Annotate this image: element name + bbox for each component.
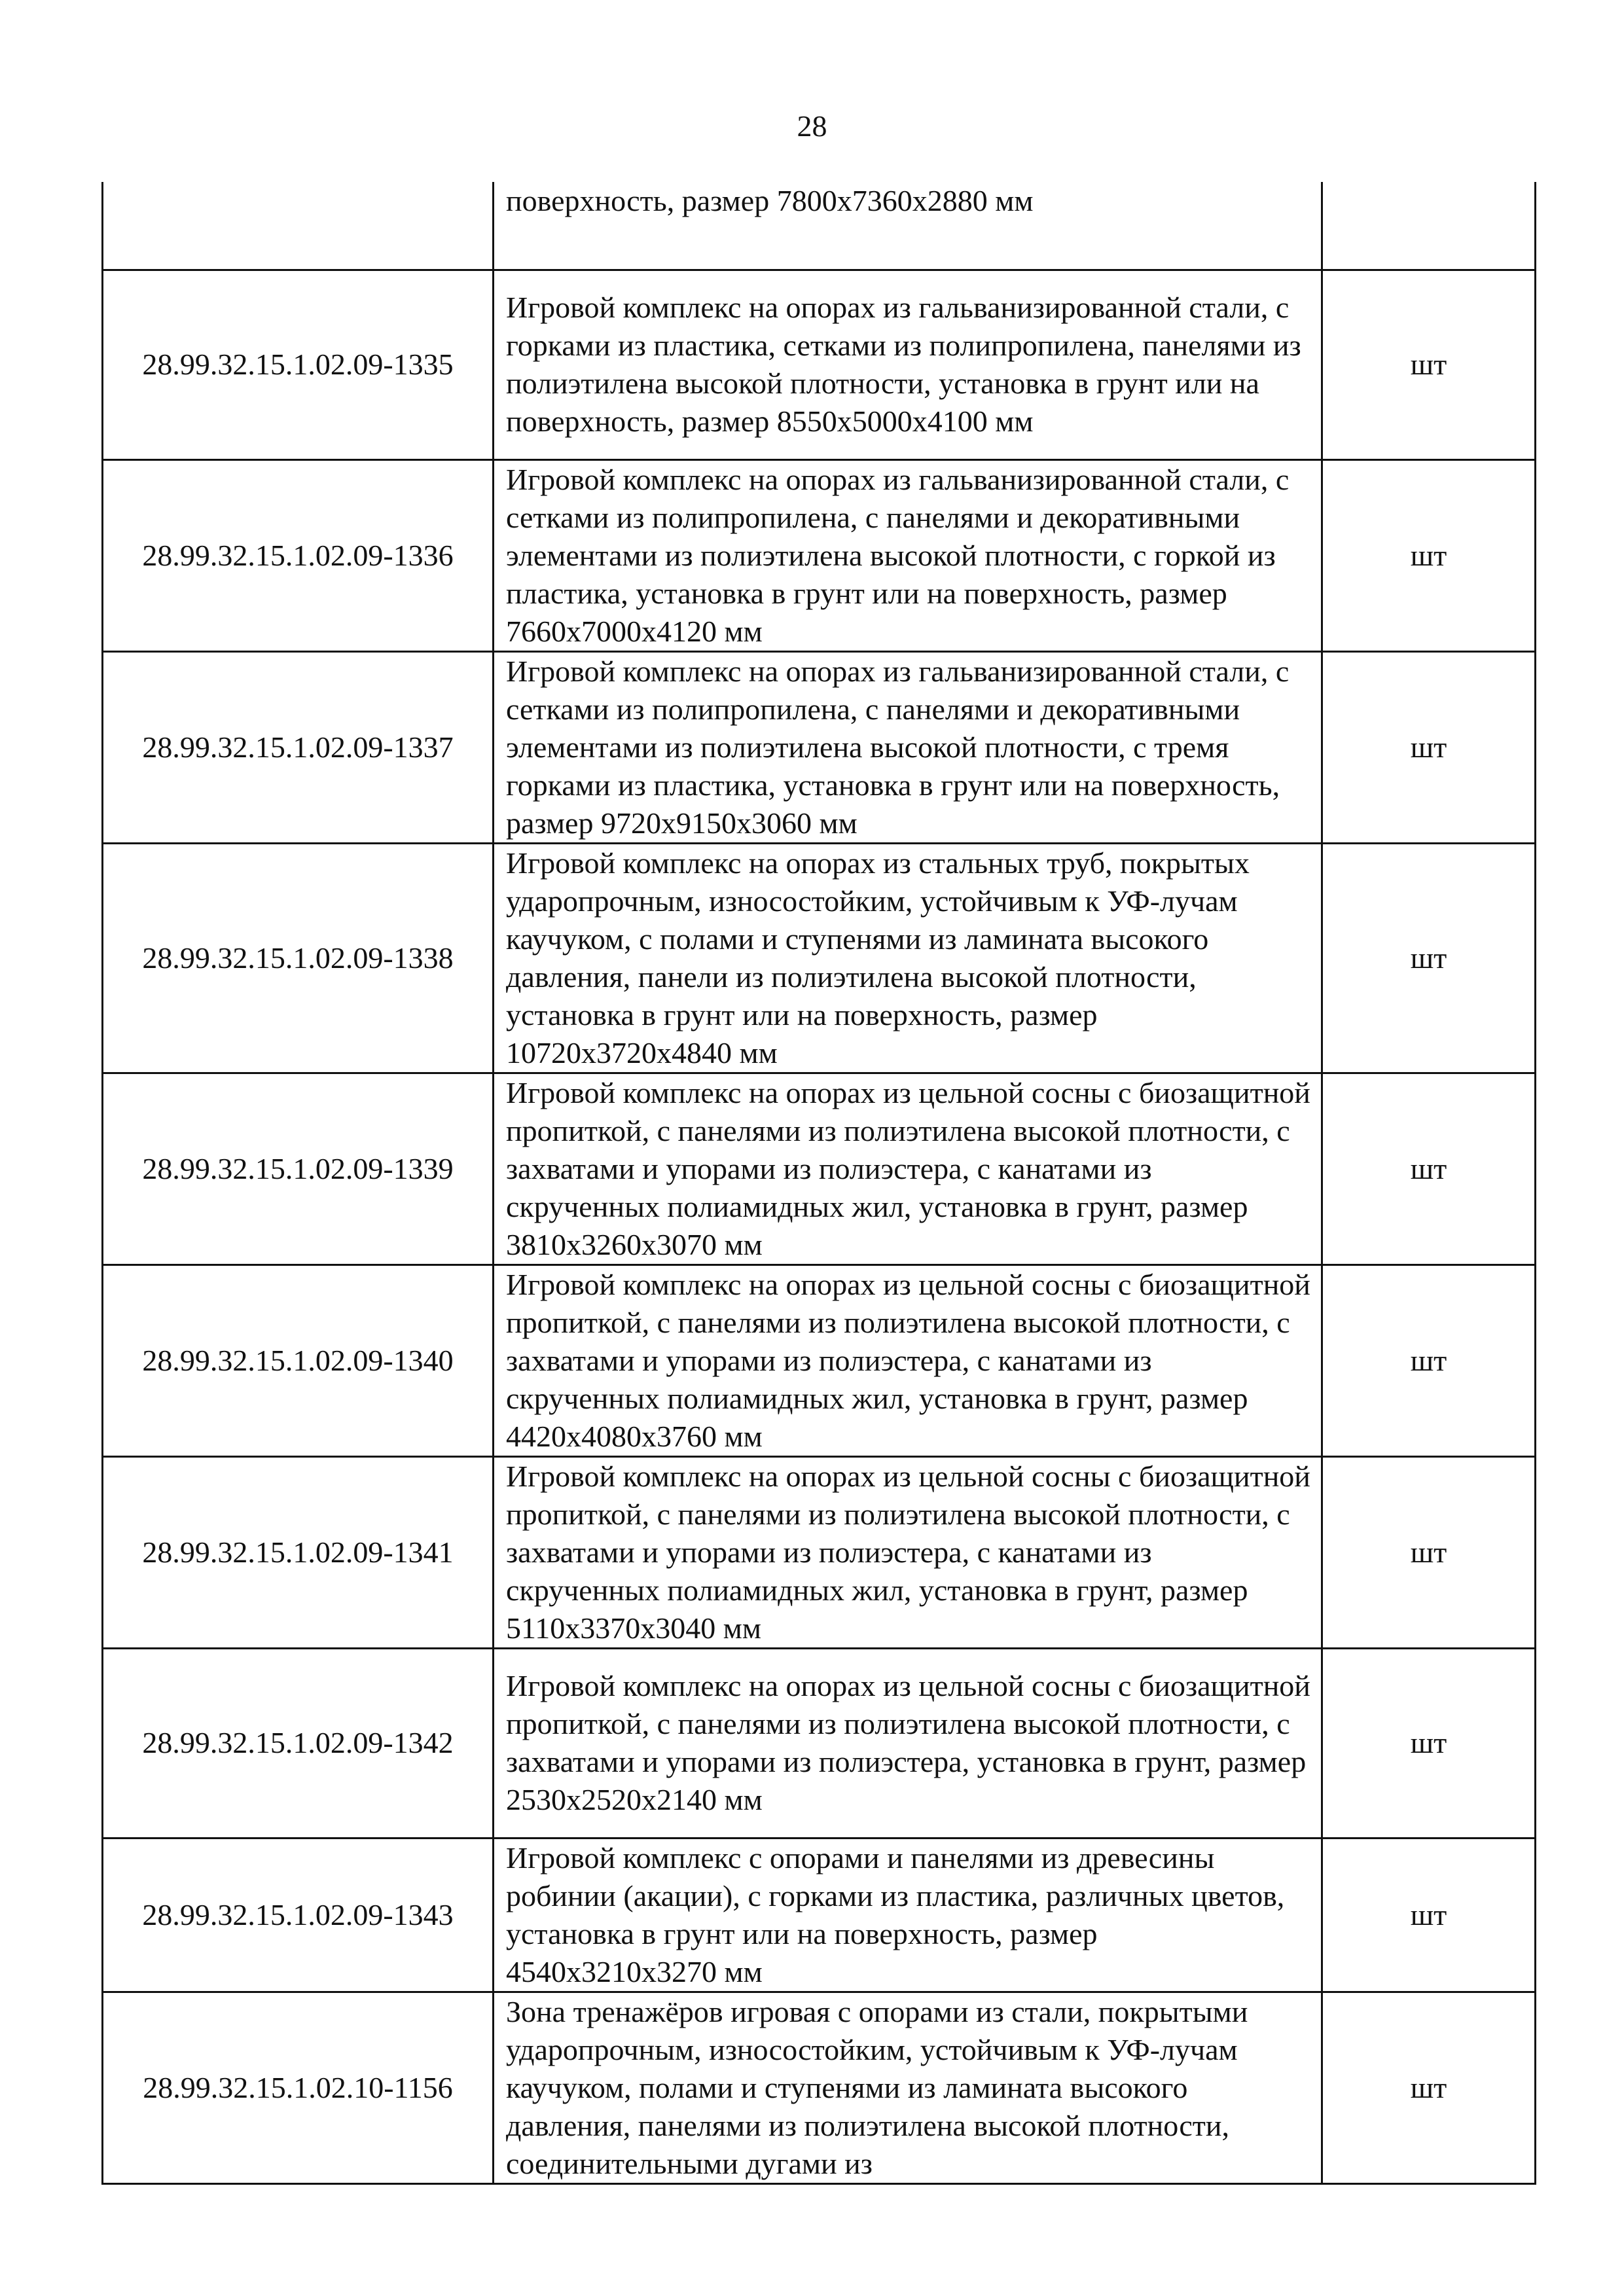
resource-description bbox=[494, 1838, 1322, 1992]
resource-code: 28.99.32.15.1.02.09-1340 bbox=[103, 1265, 494, 1456]
description-text: Игровой комплекс на опорах из цельной сосны с биозащитной пропиткой, с панелями из полиэтилена высокой плотности, с захватами и упорами из полиэстера, с канатами из скрученных полиамидных жил, установка в грунт, размер 5110х3370х3040 мм bbox=[506, 1459, 1310, 1645]
unit-cell: шт bbox=[1322, 651, 1536, 843]
resource-description bbox=[494, 843, 1322, 1073]
resource-code: 28.99.32.15.1.02.09-1341 bbox=[103, 1456, 494, 1648]
unit-cell: шт bbox=[1322, 1838, 1536, 1992]
unit-cell: шт bbox=[1322, 459, 1536, 651]
description-text: Игровой комплекс на опорах из стальных труб, покрытых ударопрочным, износостойким, устойчивым к УФ-лучам каучуком, с полами и ступенями из ламината высокого давления, панели из полиэтилена высокой плотности, установка в грунт или на поверхность, размер 10720х3720х4840 мм bbox=[506, 846, 1250, 1069]
resource-description bbox=[494, 459, 1322, 651]
unit-cell: шт bbox=[1322, 1073, 1536, 1265]
table-row bbox=[103, 1456, 1536, 1648]
unit-cell: шт bbox=[1322, 843, 1536, 1073]
description-text: Игровой комплекс на опорах из гальванизированной стали, с сетками из полипропилена, с панелями и декоративными элементами из полиэтилена высокой плотности, с тремя горками из пластика, установка в грунт или на поверхность, размер 9720х9150х3060 мм bbox=[506, 654, 1290, 840]
resource-table bbox=[101, 182, 1536, 2185]
resource-description bbox=[494, 1265, 1322, 1456]
table-row bbox=[103, 1992, 1536, 2183]
table-row bbox=[103, 843, 1536, 1073]
description-text: Игровой комплекс на опорах из цельной сосны с биозащитной пропиткой, с панелями из полиэтилена высокой плотности, с захватами и упорами из полиэстера, с канатами из скрученных полиамидных жил, установка в грунт, размер 4420х4080х3760 мм bbox=[506, 1267, 1310, 1453]
table-row bbox=[103, 270, 1536, 459]
resource-code: 28.99.32.15.1.02.09-1343 bbox=[103, 1838, 494, 1992]
resource-code: 28.99.32.15.1.02.09-1338 bbox=[103, 843, 494, 1073]
resource-code bbox=[103, 182, 494, 270]
resource-code: 28.99.32.15.1.02.09-1339 bbox=[103, 1073, 494, 1265]
table-row bbox=[103, 1265, 1536, 1456]
resource-code: 28.99.32.15.1.02.09-1342 bbox=[103, 1648, 494, 1838]
resource-code: 28.99.32.15.1.02.09-1336 bbox=[103, 459, 494, 651]
description-text: Игровой комплекс на опорах из цельной сосны с биозащитной пропиткой, с панелями из полиэтилена высокой плотности, с захватами и упорами из полиэстера, установка в грунт, размер 2530х2520х2140 мм bbox=[506, 1669, 1310, 1816]
table-row bbox=[103, 1838, 1536, 1992]
unit-cell: шт bbox=[1322, 1265, 1536, 1456]
resource-description bbox=[494, 270, 1322, 459]
description-text: поверхность, размер 7800х7360х2880 мм bbox=[506, 184, 1034, 217]
resource-description bbox=[494, 182, 1322, 270]
resource-description bbox=[494, 1456, 1322, 1648]
table-row bbox=[103, 1648, 1536, 1838]
table-row bbox=[103, 182, 1536, 270]
unit-cell: шт bbox=[1322, 1456, 1536, 1648]
description-text: Зона тренажёров игровая с опорами из стали, покрытыми ударопрочным, износостойким, устойчивым к УФ-лучам каучуком, полами и ступенями из ламината высокого давления, панелями из полиэтилена высокой плотности, соединительными дугами из bbox=[506, 1994, 1248, 2180]
resource-description bbox=[494, 651, 1322, 843]
resource-code: 28.99.32.15.1.02.09-1335 bbox=[103, 270, 494, 459]
unit-cell: шт bbox=[1322, 270, 1536, 459]
page-number: 28 bbox=[797, 109, 827, 143]
unit-cell bbox=[1322, 182, 1536, 270]
table-row bbox=[103, 1073, 1536, 1265]
resource-code: 28.99.32.15.1.02.09-1337 bbox=[103, 651, 494, 843]
resource-description bbox=[494, 1648, 1322, 1838]
unit-cell: шт bbox=[1322, 1648, 1536, 1838]
table-row bbox=[103, 651, 1536, 843]
resource-description bbox=[494, 1992, 1322, 2183]
description-text: Игровой комплекс с опорами и панелями из древесины робинии (акации), с горками из пластика, различных цветов, установка в грунт или на поверхность, размер 4540х3210х3270 мм bbox=[506, 1840, 1285, 1988]
resource-description bbox=[494, 1073, 1322, 1265]
description-text: Игровой комплекс на опорах из цельной сосны с биозащитной пропиткой, с панелями из полиэтилена высокой плотности, с захватами и упорами из полиэстера, с канатами из скрученных полиамидных жил, установка в грунт, размер 3810х3260х3070 мм bbox=[506, 1075, 1310, 1261]
unit-cell: шт bbox=[1322, 1992, 1536, 2183]
description-text: Игровой комплекс на опорах из гальванизированной стали, с сетками из полипропилена, с панелями и декоративными элементами из полиэтилена высокой плотности, с горкой из пластика, установка в грунт или на поверхность, размер 7660х7000х4120 мм bbox=[506, 462, 1290, 648]
resource-code: 28.99.32.15.1.02.10-1156 bbox=[103, 1992, 494, 2183]
description-text: Игровой комплекс на опорах из гальванизированной стали, с горками из пластика, сетками из полипропилена, панелями из полиэтилена высокой плотности, установка в грунт или на поверхность, размер 8550х5000х4100 мм bbox=[506, 291, 1301, 438]
table-row bbox=[103, 459, 1536, 651]
